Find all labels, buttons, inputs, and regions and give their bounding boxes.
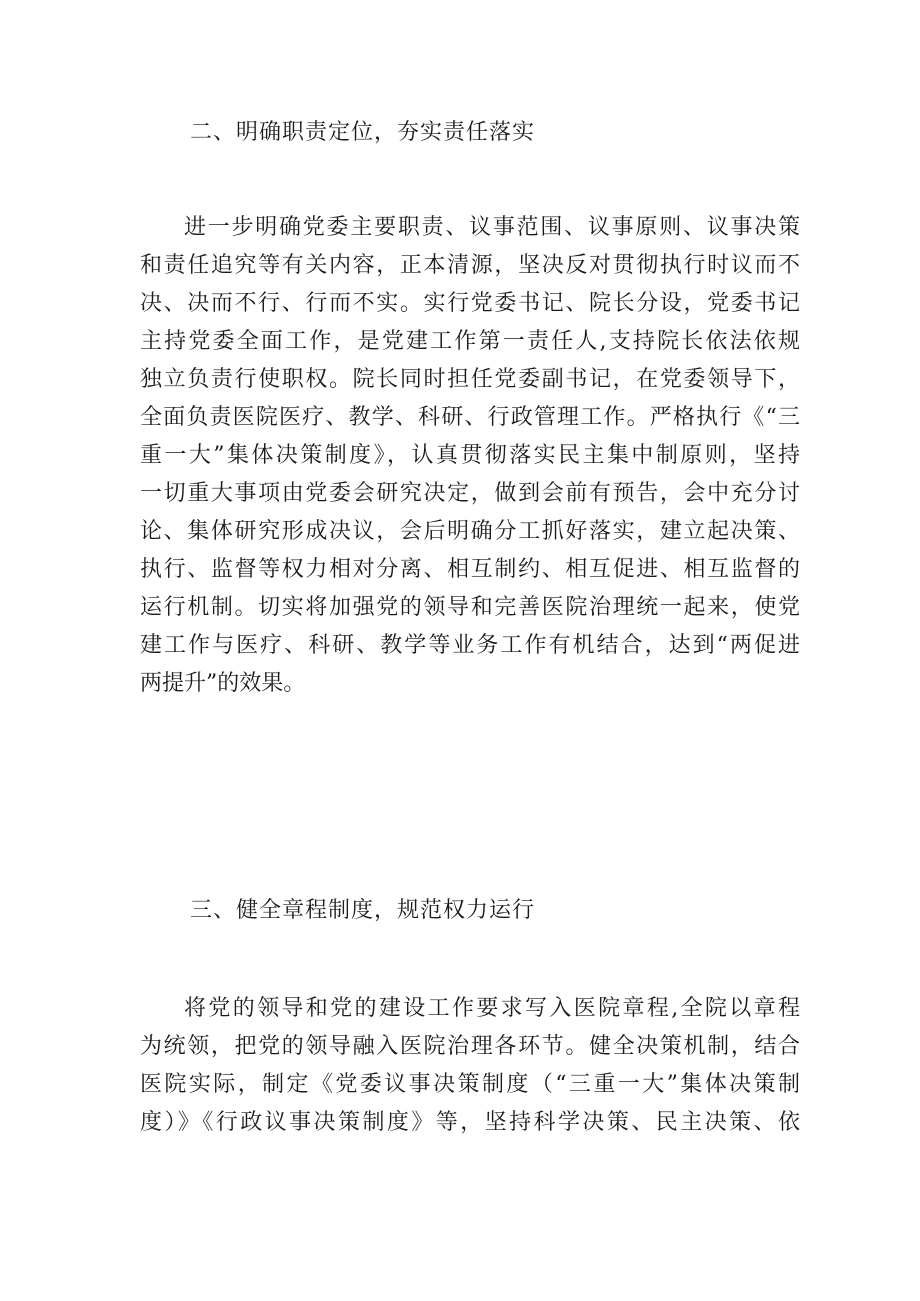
paragraph-line: 一切重大事项由党委会研究决定，做到会前有预告，会中充分讨 xyxy=(140,481,800,506)
section-2-paragraph xyxy=(140,209,800,703)
paragraph-line: 论、集体研究形成决议，会后明确分工抓好落实，建立起决策、 xyxy=(140,519,800,544)
paragraph-line: 度）》《行政议事决策制度》等，坚持科学决策、民主决策、依 xyxy=(140,1110,800,1135)
paragraph-line: 医院实际，制定《党委议事决策制度（“三重一大”集体决策制 xyxy=(140,1072,800,1097)
paragraph-line: 执行、监督等权力相对分离、相互制约、相互促进、相互监督的 xyxy=(140,557,800,582)
paragraph-line: 和责任追究等有关内容，正本清源，坚决反对贯彻执行时议而不 xyxy=(140,253,800,278)
section-3-paragraph xyxy=(140,990,800,1142)
paragraph-line: 建工作与医疗、科研、教学等业务工作有机结合，达到“两促进 xyxy=(140,633,800,658)
section-2-heading: 二、明确职责定位，夯实责任落实 xyxy=(190,120,536,145)
paragraph-line: 主持党委全面工作，是党建工作第一责任人,支持院长依法依规 xyxy=(140,329,800,354)
paragraph-line: 将党的领导和党的建设工作要求写入医院章程,全院以章程 xyxy=(184,996,800,1021)
paragraph-line: 进一步明确党委主要职责、议事范围、议事原则、议事决策 xyxy=(184,215,800,240)
paragraph-line: 运行机制。切实将加强党的领导和完善医院治理统一起来，使党 xyxy=(140,595,800,620)
paragraph-line: 全面负责医院医疗、教学、科研、行政管理工作。严格执行《“三 xyxy=(140,405,800,430)
paragraph-line: 重一大”集体决策制度》，认真贯彻落实民主集中制原则，坚持 xyxy=(140,443,800,468)
paragraph-line: 独立负责行使职权。院长同时担任党委副书记，在党委领导下， xyxy=(140,367,800,392)
section-3-heading: 三、健全章程制度，规范权力运行 xyxy=(190,898,536,923)
paragraph-line: 决、决而不行、行而不实。实行党委书记、院长分设，党委书记 xyxy=(140,291,800,316)
paragraph-line: 为统领，把党的领导融入医院治理各环节。健全决策机制，结合 xyxy=(140,1034,800,1059)
paragraph-line: 两提升”的效果。 xyxy=(140,671,306,696)
